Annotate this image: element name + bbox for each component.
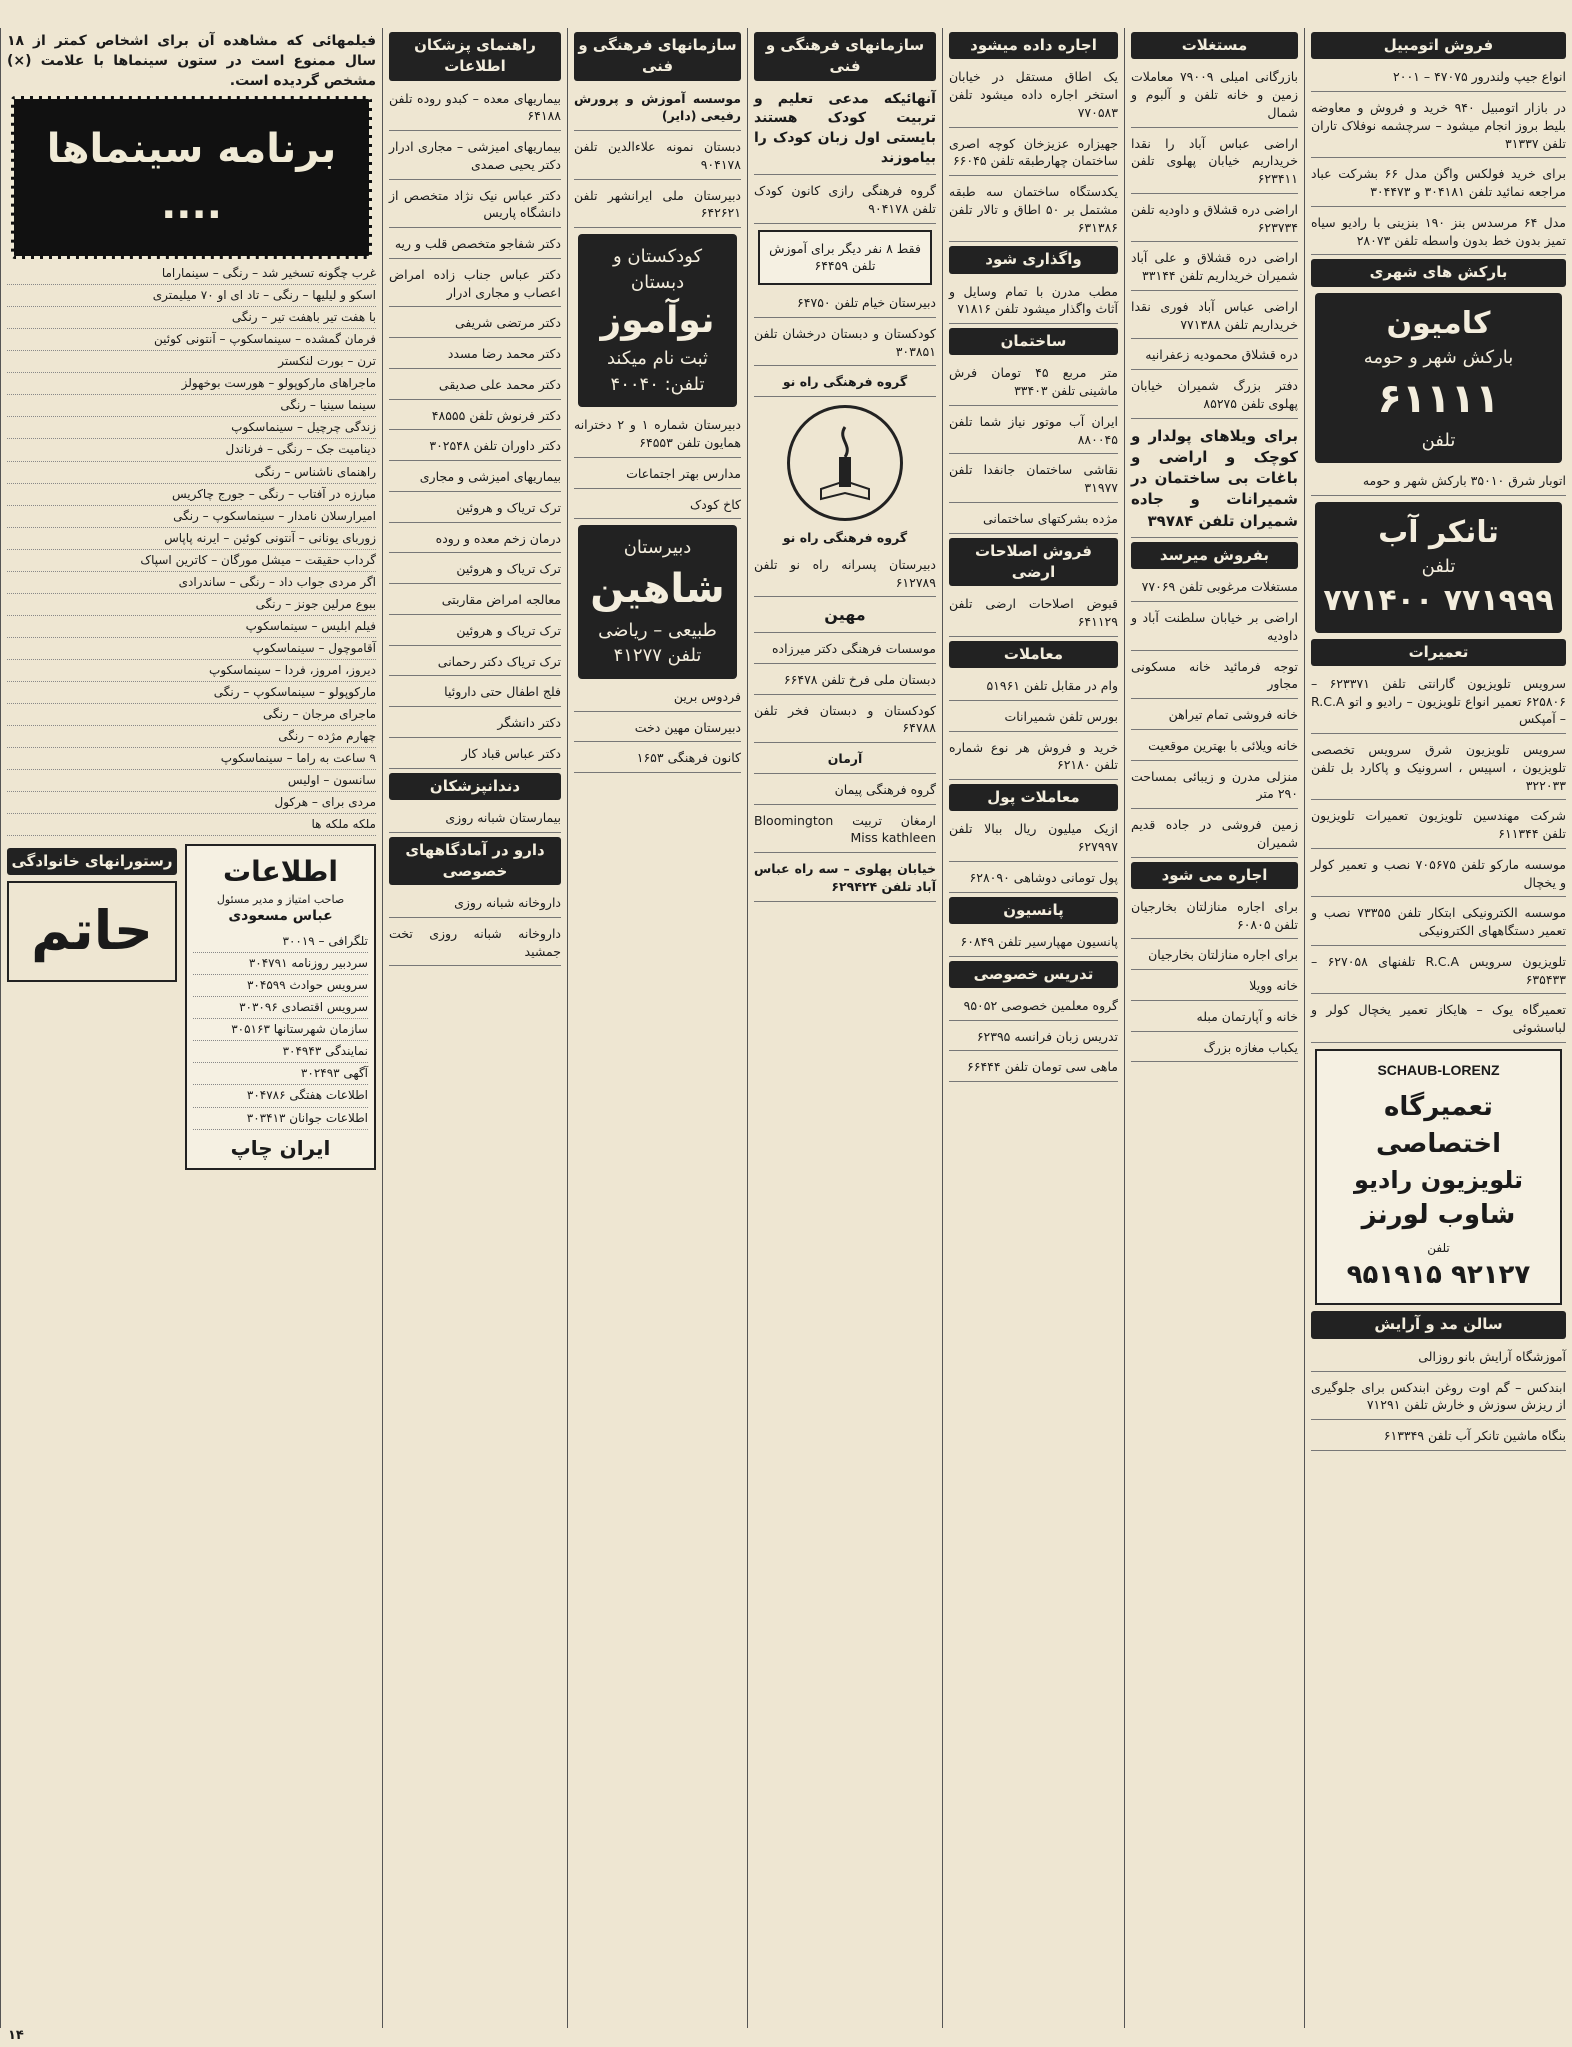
- ad: آرمان: [754, 747, 936, 774]
- ad: دبیرستان ملی ایرانشهر تلفن ۶۴۲۶۲۱: [574, 184, 741, 229]
- ad: برای اجاره منازلتان بخارجیان: [1131, 943, 1298, 970]
- section-header-land-reform: فروش اصلاحات ارضی: [949, 538, 1118, 587]
- ad: نقاشی ساختمان جانفدا تلفن ۳۱۹۷۷: [949, 458, 1118, 503]
- schaub-lorenz-ad-box: SCHAUB-LORENZ تعمیرگاه اختصاصی تلویزیون رادیو شاوب لورنز تلفن ۹۲۱۲۷ ۹۵۱۹۱۵: [1315, 1049, 1562, 1306]
- phone: اطلاعات جوانان ۳۰۳۴۱۳: [193, 1108, 368, 1130]
- ad: دکتر دانشگر: [389, 711, 561, 738]
- phone: سرویس حوادث ۳۰۴۵۹۹: [193, 975, 368, 997]
- shahin-ad-box: دبیرستان شاهین طبیعی – ریاضی تلفن ۴۱۲۷۷: [578, 525, 737, 678]
- ad: دکتر مرتضی شریفی: [389, 311, 561, 338]
- ad: دکتر عباس نیک نژاد متخصص از دانشگاه پاریس: [389, 184, 561, 229]
- ad: فردوس برین: [574, 685, 741, 712]
- section-header-for-rent: اجاره می شود: [1131, 862, 1298, 889]
- ad: برای اجاره منازلتان بخارجیان تلفن ۶۰۸۰۵: [1131, 895, 1298, 940]
- hatam-logo: حاتم: [7, 881, 177, 982]
- section-header-transfer: واگذاری شود: [949, 246, 1118, 273]
- section-header-dentists: دندانپزشکان: [389, 773, 561, 800]
- ad: دکتر عباس قباد کار: [389, 742, 561, 769]
- listing: ببوع مرلین جونز – رنگی: [7, 594, 376, 616]
- ad: ماهی سی تومان تلفن ۶۶۴۴۴: [949, 1055, 1118, 1082]
- listing: ماجراهای مارکوپولو – هورست بوخهولز: [7, 373, 376, 395]
- ad: ازیک میلیون ریال ببالا تلفن ۶۲۷۹۹۷: [949, 817, 1118, 862]
- section-header-pension: پانسیون: [949, 897, 1118, 924]
- ad: بنگاه ماشین تانکر آب تلفن ۶۱۳۳۴۹: [1311, 1424, 1566, 1451]
- ad: مدارس بهتر اجتماعات: [574, 462, 741, 489]
- ad: یکباب مغازه بزرگ: [1131, 1036, 1298, 1063]
- ad: ترک تریاک و هروئین: [389, 619, 561, 646]
- ad: توجه فرمائید خانه مسکونی مجاور: [1131, 655, 1298, 700]
- section-header-tutoring: تدریس خصوصی: [949, 961, 1118, 988]
- ad: کودکستان و دبستان فخر تلفن ۶۴۷۸۸: [754, 699, 936, 744]
- ad: آنهائیکه مدعی تعلیم و تربیت کودک هستند بایستی اول زبان کودک را بیاموزند: [754, 87, 936, 176]
- section-header-private-hospitals: دارو در آمادگاههای خصوصی: [389, 837, 561, 886]
- ad: گروه فرهنگی پیمان: [754, 778, 936, 805]
- listing: فرمان گمشده – سینماسکوپ – آنتونی کوئین: [7, 329, 376, 351]
- page-number: ۱۴: [8, 2028, 24, 2043]
- ettelaat-box: اطلاعات صاحب امتیاز و مدیر مسئول عباس مسعودی تلگرافی – ۳۰۰۱۹ سردبیر روزنامه ۳۰۴۷۹۱ سرویس حوادث ۳۰۴۵۹۹ سرویس اقتصادی ۳۰۳۰۹۶ سازمان شهرستانها ۳۰۵۱۶۳ نمایندگی ۳۰۴۹۴۳ آگهی ۳۰۲۴۹۳ اطلاعات هفتگی ۳۰۴۷۸۶ اطلاعات جوانان ۳۰۳۴۱۳ ایران چاپ: [185, 844, 376, 1170]
- listing: مارکوپولو – سینماسکوپ – رنگی: [7, 682, 376, 704]
- ad: دبیرستان مهین دخت: [574, 716, 741, 743]
- listing: مبارزه در آفتاب – رنگی – جورج چاکریس: [7, 484, 376, 506]
- section-header-autos: فروش اتومبیل: [1311, 32, 1566, 59]
- phone: تلگرافی – ۳۰۰۱۹: [193, 931, 368, 953]
- cinema-banner: برنامه سینماها ....: [11, 96, 372, 260]
- listing: زوربای یونانی – آنتونی کوئین – ایرنه پاپاس: [7, 528, 376, 550]
- ad: درمان زخم معده و روده: [389, 527, 561, 554]
- ad: گروه فرهنگی راه نو: [754, 370, 936, 397]
- ad: کانون فرهنگی ۱۶۵۳: [574, 746, 741, 773]
- phone: سرویس اقتصادی ۳۰۳۰۹۶: [193, 997, 368, 1019]
- listing: دینامیت جک – رنگی – فرناندل: [7, 439, 376, 461]
- ad: قبوض اصلاحات ارضی تلفن ۶۴۱۱۲۹: [949, 592, 1118, 637]
- ad: در بازار اتومبیل ۹۴۰ خرید و فروش و معاوضه بلیط بروز انجام میشود – سرچشمه نوفلاک تاران تلفن ۳۱۳۳۷: [1311, 96, 1566, 158]
- phone: نمایندگی ۳۰۴۹۴۳: [193, 1041, 368, 1063]
- brand-logo-text: SCHAUB-LORENZ: [1377, 1061, 1500, 1078]
- listing: امیرارسلان نامدار – سینماسکوپ – رنگی: [7, 506, 376, 528]
- section-header-culture: سازمانهای فرهنگی و فنی: [754, 32, 936, 81]
- ad: دبیرستان خیام تلفن ۶۴۷۵۰: [754, 291, 936, 318]
- ad: تدریس زبان فرانسه ۶۲۳۹۵: [949, 1025, 1118, 1052]
- section-header-money: معاملات پول: [949, 784, 1118, 811]
- water-tanker-ad-box: تانکر آب تلفن ۷۷۱۹۹۹ ۷۷۱۴۰۰: [1315, 502, 1562, 633]
- cinema-notice: فیلمهائی که مشاهده آن برای اشخاص کمتر از ۱۸ سال ممنوع است در ستون سینماها با علامت (×) مشخص گردیده است.: [7, 33, 376, 89]
- ettelaat-logo: اطلاعات: [222, 855, 338, 889]
- torch-book-logo-icon: [787, 405, 903, 521]
- ad: بیماریهای معده – کبدو روده تلفن ۶۴۱۸۸: [389, 87, 561, 132]
- ad: گروه فرهنگی رازی کانون کودک تلفن ۹۰۴۱۷۸: [754, 179, 936, 224]
- ad: خانه فروشی تمام تیراهن: [1131, 703, 1298, 730]
- ad: تلویزیون سرویس R.C.A تلفنهای ۶۲۷۰۵۸ – ۶۳۵۴۳۳: [1311, 950, 1566, 995]
- ad: بیمارستان شبانه روزی: [389, 806, 561, 833]
- ad: دبیرستان پسرانه راه نو تلفن ۶۱۲۷۸۹: [754, 553, 936, 598]
- ad: زمین فروشی در جاده قدیم شمیران: [1131, 813, 1298, 858]
- ad: داروخانه شبانه روزی تخت جمشید: [389, 922, 561, 967]
- section-header-restaurants: رستورانهای خانوادگی: [7, 848, 177, 875]
- ad: اراضی دره قشلاق و علی آباد شمیران خریداریم تلفن ۳۳۱۴۴: [1131, 246, 1298, 291]
- section-header-transactions: معاملات: [949, 641, 1118, 668]
- ad: دفتر بزرگ شمیران خیابان پهلوی تلفن ۸۵۲۷۵: [1131, 374, 1298, 419]
- ad: دره قشلاق محمودیه زعفرانیه: [1131, 343, 1298, 370]
- ad: برای ویلاهای پولدار و کوچک و اراضی و باغات بی ساختمان در شمیرانات و جاده شمیران تلفن ۳۹۷۸۴: [1131, 423, 1298, 538]
- listing: دیروز، امروز، فردا – سینماسکوپ: [7, 660, 376, 682]
- ad: پانسیون مهپارسیر تلفن ۶۰۸۴۹: [949, 930, 1118, 957]
- ad: گروه معلمین خصوصی ۹۵۰۵۲: [949, 994, 1118, 1021]
- ad: بیماریهای امیزشی – مجاری ادرار دکتر یحیی صمدی: [389, 135, 561, 180]
- ad: مدل ۶۴ مرسدس بنز ۱۹۰ بنزینی با رادیو سیاه تمیز بدون خط بدون واسطه تلفن ۲۸۰۷۳: [1311, 211, 1566, 256]
- ad: مطب مدرن با تمام وسایل و آثاث واگذار میشود تلفن ۷۱۸۱۶: [949, 280, 1118, 325]
- column-culture: [747, 28, 942, 2028]
- section-header-trucks: بارکش های شهری: [1311, 259, 1566, 286]
- ad: یک اطاق مستقل در خیابان استخر اجاره داده میشود تلفن ۷۷۰۵۸۳: [949, 65, 1118, 127]
- ad: ترک تریاک و هروئین: [389, 496, 561, 523]
- listing: ماجرای مرجان – رنگی: [7, 704, 376, 726]
- ad: موسسات فرهنگی دکتر میرزاده: [754, 637, 936, 664]
- column-cinema: [0, 28, 382, 2028]
- ad: مهین: [754, 601, 936, 633]
- listing: اسکو و لیلیها – رنگی – تاد ای او ۷۰ میلیمتری: [7, 285, 376, 307]
- listing: زندگی چرچیل – سینماسکوپ: [7, 417, 376, 439]
- ad: آموزشگاه آرایش بانو روزالی: [1311, 1345, 1566, 1372]
- listing: سانسون – اولیس: [7, 770, 376, 792]
- ad: بیماریهای امیزشی و مجاری: [389, 465, 561, 492]
- ad: اتوبار شرق ۳۵۰۱۰ بارکش شهر و حومه: [1311, 469, 1566, 496]
- section-header-doctors: راهنمای پزشکان اطلاعات: [389, 32, 561, 81]
- listing: با هفت تیر باهفت تیر – رنگی: [7, 307, 376, 329]
- column-rentals: [942, 28, 1124, 2028]
- section-header-salon: سالن مد و آرایش: [1311, 1311, 1566, 1338]
- section-header-real-estate: مستغلات: [1131, 32, 1298, 59]
- listing: ترن – بورت لنکستر: [7, 351, 376, 373]
- listing: راهنمای ناشناس – رنگی: [7, 462, 376, 484]
- ad: کاخ کودک: [574, 493, 741, 520]
- listing: سینما سینیا – رنگی: [7, 395, 376, 417]
- ad: دکتر محمد رضا مسدد: [389, 342, 561, 369]
- section-header-rentals: اجاره داده میشود: [949, 32, 1118, 59]
- torch-icon: [815, 423, 875, 503]
- ad: ابندکس – گم اوت روغن ابندکس برای جلوگیری از ریزش سوزش و خارش تلفن ۷۱۲۹۱: [1311, 1376, 1566, 1421]
- listing: ملکه ملکه ها: [7, 814, 376, 836]
- listing: مردی برای – هرکول: [7, 792, 376, 814]
- ad: موسسه مارکو تلفن ۷۰۵۶۷۵ نصب و تعمیر کولر و یخچال: [1311, 853, 1566, 898]
- ad: جهیزاره عزیزخان کوچه اصری ساختمان چهارطبقه تلفن ۶۶۰۴۵: [949, 132, 1118, 177]
- ad: مژده بشرکتهای ساختمانی: [949, 507, 1118, 534]
- phone: سردبیر روزنامه ۳۰۴۷۹۱: [193, 953, 368, 975]
- ad: ارمغان تربیت Bloomington Miss kathleen: [754, 809, 936, 854]
- ad: پول تومانی دوشاهی ۶۲۸۰۹۰: [949, 866, 1118, 893]
- ad: دکتر عباس جناب زاده امراض اعصاب و مجاری ادرار: [389, 263, 561, 308]
- ad: انواع جیپ ولندرور ۴۷۰۷۵ – ۲۰۰۱: [1311, 65, 1566, 92]
- listing: اگر مردی جواب داد – رنگی – ساندرادی: [7, 572, 376, 594]
- listing: گرداب حقیقت – میشل مورگان – کاترین اسپاک: [7, 550, 376, 572]
- ad: اراضی عباس آباد فوری نقدا خریداریم تلفن ۷۷۱۳۸۸: [1131, 295, 1298, 340]
- ad: ترک تریاک دکتر رحمانی: [389, 650, 561, 677]
- restaurants-area: [7, 844, 177, 1170]
- ad: دکتر شفاجو متخصص قلب و ریه: [389, 232, 561, 259]
- ad: موسسه الکترونیکی ابتکار تلفن ۷۳۳۵۵ نصب و تعمیر دستگاههای الکترونیکی: [1311, 901, 1566, 946]
- ad: دکتر محمد علی صدیقی: [389, 373, 561, 400]
- phone: سازمان شهرستانها ۳۰۵۱۶۳: [193, 1019, 368, 1041]
- ad: خانه ویلائی با بهترین موقعیت: [1131, 734, 1298, 761]
- ad: دکتر فرنوش تلفن ۴۸۵۵۵: [389, 404, 561, 431]
- column-real-estate: [1124, 28, 1304, 2028]
- ad: خرید و فروش هر نوع شماره تلفن ۶۲۱۸۰: [949, 736, 1118, 781]
- section-header-schools: سازمانهای فرهنگی و فنی: [574, 32, 741, 81]
- ad: بازرگانی امیلی ۷۹۰۰۹ معاملات زمین و خانه تلفن و آلبوم و شمال: [1131, 65, 1298, 127]
- ad: ایران آب موتور نیاز شما تلفن ۸۸۰۰۴۵: [949, 410, 1118, 455]
- ad: خیابان پهلوی – سه راه عباس آباد تلفن ۶۲۹۴۲۴: [754, 857, 936, 902]
- section-header-building: ساختمان: [949, 328, 1118, 355]
- ad: شرکت مهندسین تلویزیون تعمیرات تلویزیون تلفن ۶۱۱۳۴۴: [1311, 804, 1566, 849]
- ad: فلج اطفال حتی داروئیا: [389, 680, 561, 707]
- masthead-area: [7, 844, 376, 1170]
- ad: یکدستگاه ساختمان سه طبقه مشتمل بر ۵۰ اطاق و تالار تلفن ۶۳۱۳۸۶: [949, 180, 1118, 242]
- phone: آگهی ۳۰۲۴۹۳: [193, 1063, 368, 1085]
- ad: خانه وویلا: [1131, 974, 1298, 1001]
- ad: موسسه آموزش و پرورش رفیعی (دایر): [574, 87, 741, 132]
- ad: سرویس تلویزیون گارانتی تلفن ۶۲۳۳۷۱ – ۶۲۵۸۰۶ تعمیر انواع تلویزیون – رادیو و اتو R.C.A – آمپکس: [1311, 672, 1566, 734]
- ad: دبیرستان شماره ۱ و ۲ دخترانه همایون تلفن ۶۴۵۵۳: [574, 413, 741, 458]
- ad: تعمیرگاه یوک – هایکاز تعمیر یخچال کولر و لباسشوئی: [1311, 998, 1566, 1043]
- ad: برای خرید فولکس واگن مدل ۶۶ بشرکت عباد مراجعه نمائید تلفن ۳۰۴۱۸۱ و ۳۰۴۴۷۳: [1311, 162, 1566, 207]
- ad: متر مربع ۴۵ تومان فرش ماشینی تلفن ۳۳۴۰۳: [949, 361, 1118, 406]
- ad: دبستان ملی فرخ تلفن ۶۶۴۷۸: [754, 668, 936, 695]
- ad: وام در مقابل تلفن ۵۱۹۶۱: [949, 674, 1118, 701]
- noamooz-ad-box: کودکستان و دبستان نوآموز ثبت نام میکند تلفن: ۴۰۰۴۰: [578, 234, 737, 407]
- truck-ad-box: کامیون بارکش شهر و حومه ۶۱۱۱۱ تلفن: [1315, 293, 1562, 463]
- column-doctors: [382, 28, 567, 2028]
- ad: اراضی دره قشلاق و داودیه تلفن ۶۲۳۷۳۴: [1131, 198, 1298, 243]
- column-schools: [567, 28, 747, 2028]
- ad: معالجه امراض مقاربتی: [389, 588, 561, 615]
- ad: کودکستان و دبستان درخشان تلفن ۳۰۳۸۵۱: [754, 322, 936, 367]
- listing: فیلم ابلیس – سینماسکوپ: [7, 616, 376, 638]
- ad: داروخانه شبانه روزی: [389, 891, 561, 918]
- ad: دکتر داوران تلفن ۳۰۲۵۴۸: [389, 434, 561, 461]
- column-autos: [1304, 28, 1572, 2028]
- section-header-for-sale: بفروش میرسد: [1131, 542, 1298, 569]
- ad: سرویس تلویزیون شرق سرویس تخصصی تلویزیون ، اسپیس ، اسرونیک و پاکارد بل تلفن ۳۲۲۰۳۳: [1311, 738, 1566, 800]
- ad: مستغلات مرغوبی تلفن ۷۷۰۶۹: [1131, 575, 1298, 602]
- ad: ترک تریاک و هروئین: [389, 557, 561, 584]
- ad: اراضی بر خیابان سلطنت آباد و داودیه: [1131, 606, 1298, 651]
- ad: بورس تلفن شمیرانات: [949, 705, 1118, 732]
- listing: آقاموچول – سینماسکوپ: [7, 638, 376, 660]
- listing: غرب چگونه تسخیر شد – رنگی – سینماراما: [7, 263, 376, 285]
- listing: چهارم مژده – رنگی: [7, 726, 376, 748]
- cinema-listings: [7, 263, 376, 836]
- ad: منزلی مدرن و زیبائی بمساحت ۲۹۰ متر: [1131, 765, 1298, 810]
- ad: اراضی عباس آباد را نقدا خریداریم خیابان پهلوی تلفن ۶۲۳۴۱۱: [1131, 132, 1298, 194]
- ad: دبستان نمونه علاءالدین تلفن ۹۰۴۱۷۸: [574, 135, 741, 180]
- section-header-repairs: تعمیرات: [1311, 639, 1566, 666]
- logo-caption: گروه فرهنگی راه نو: [782, 530, 908, 546]
- listing: ۹ ساعت به راما – سینماسکوپ: [7, 748, 376, 770]
- ad: فقط ۸ نفر دیگر برای آموزش تلفن ۶۴۴۵۹: [758, 230, 932, 286]
- phone: اطلاعات هفتگی ۳۰۴۷۸۶: [193, 1085, 368, 1107]
- ad: خانه و آپارتمان مبله: [1131, 1005, 1298, 1032]
